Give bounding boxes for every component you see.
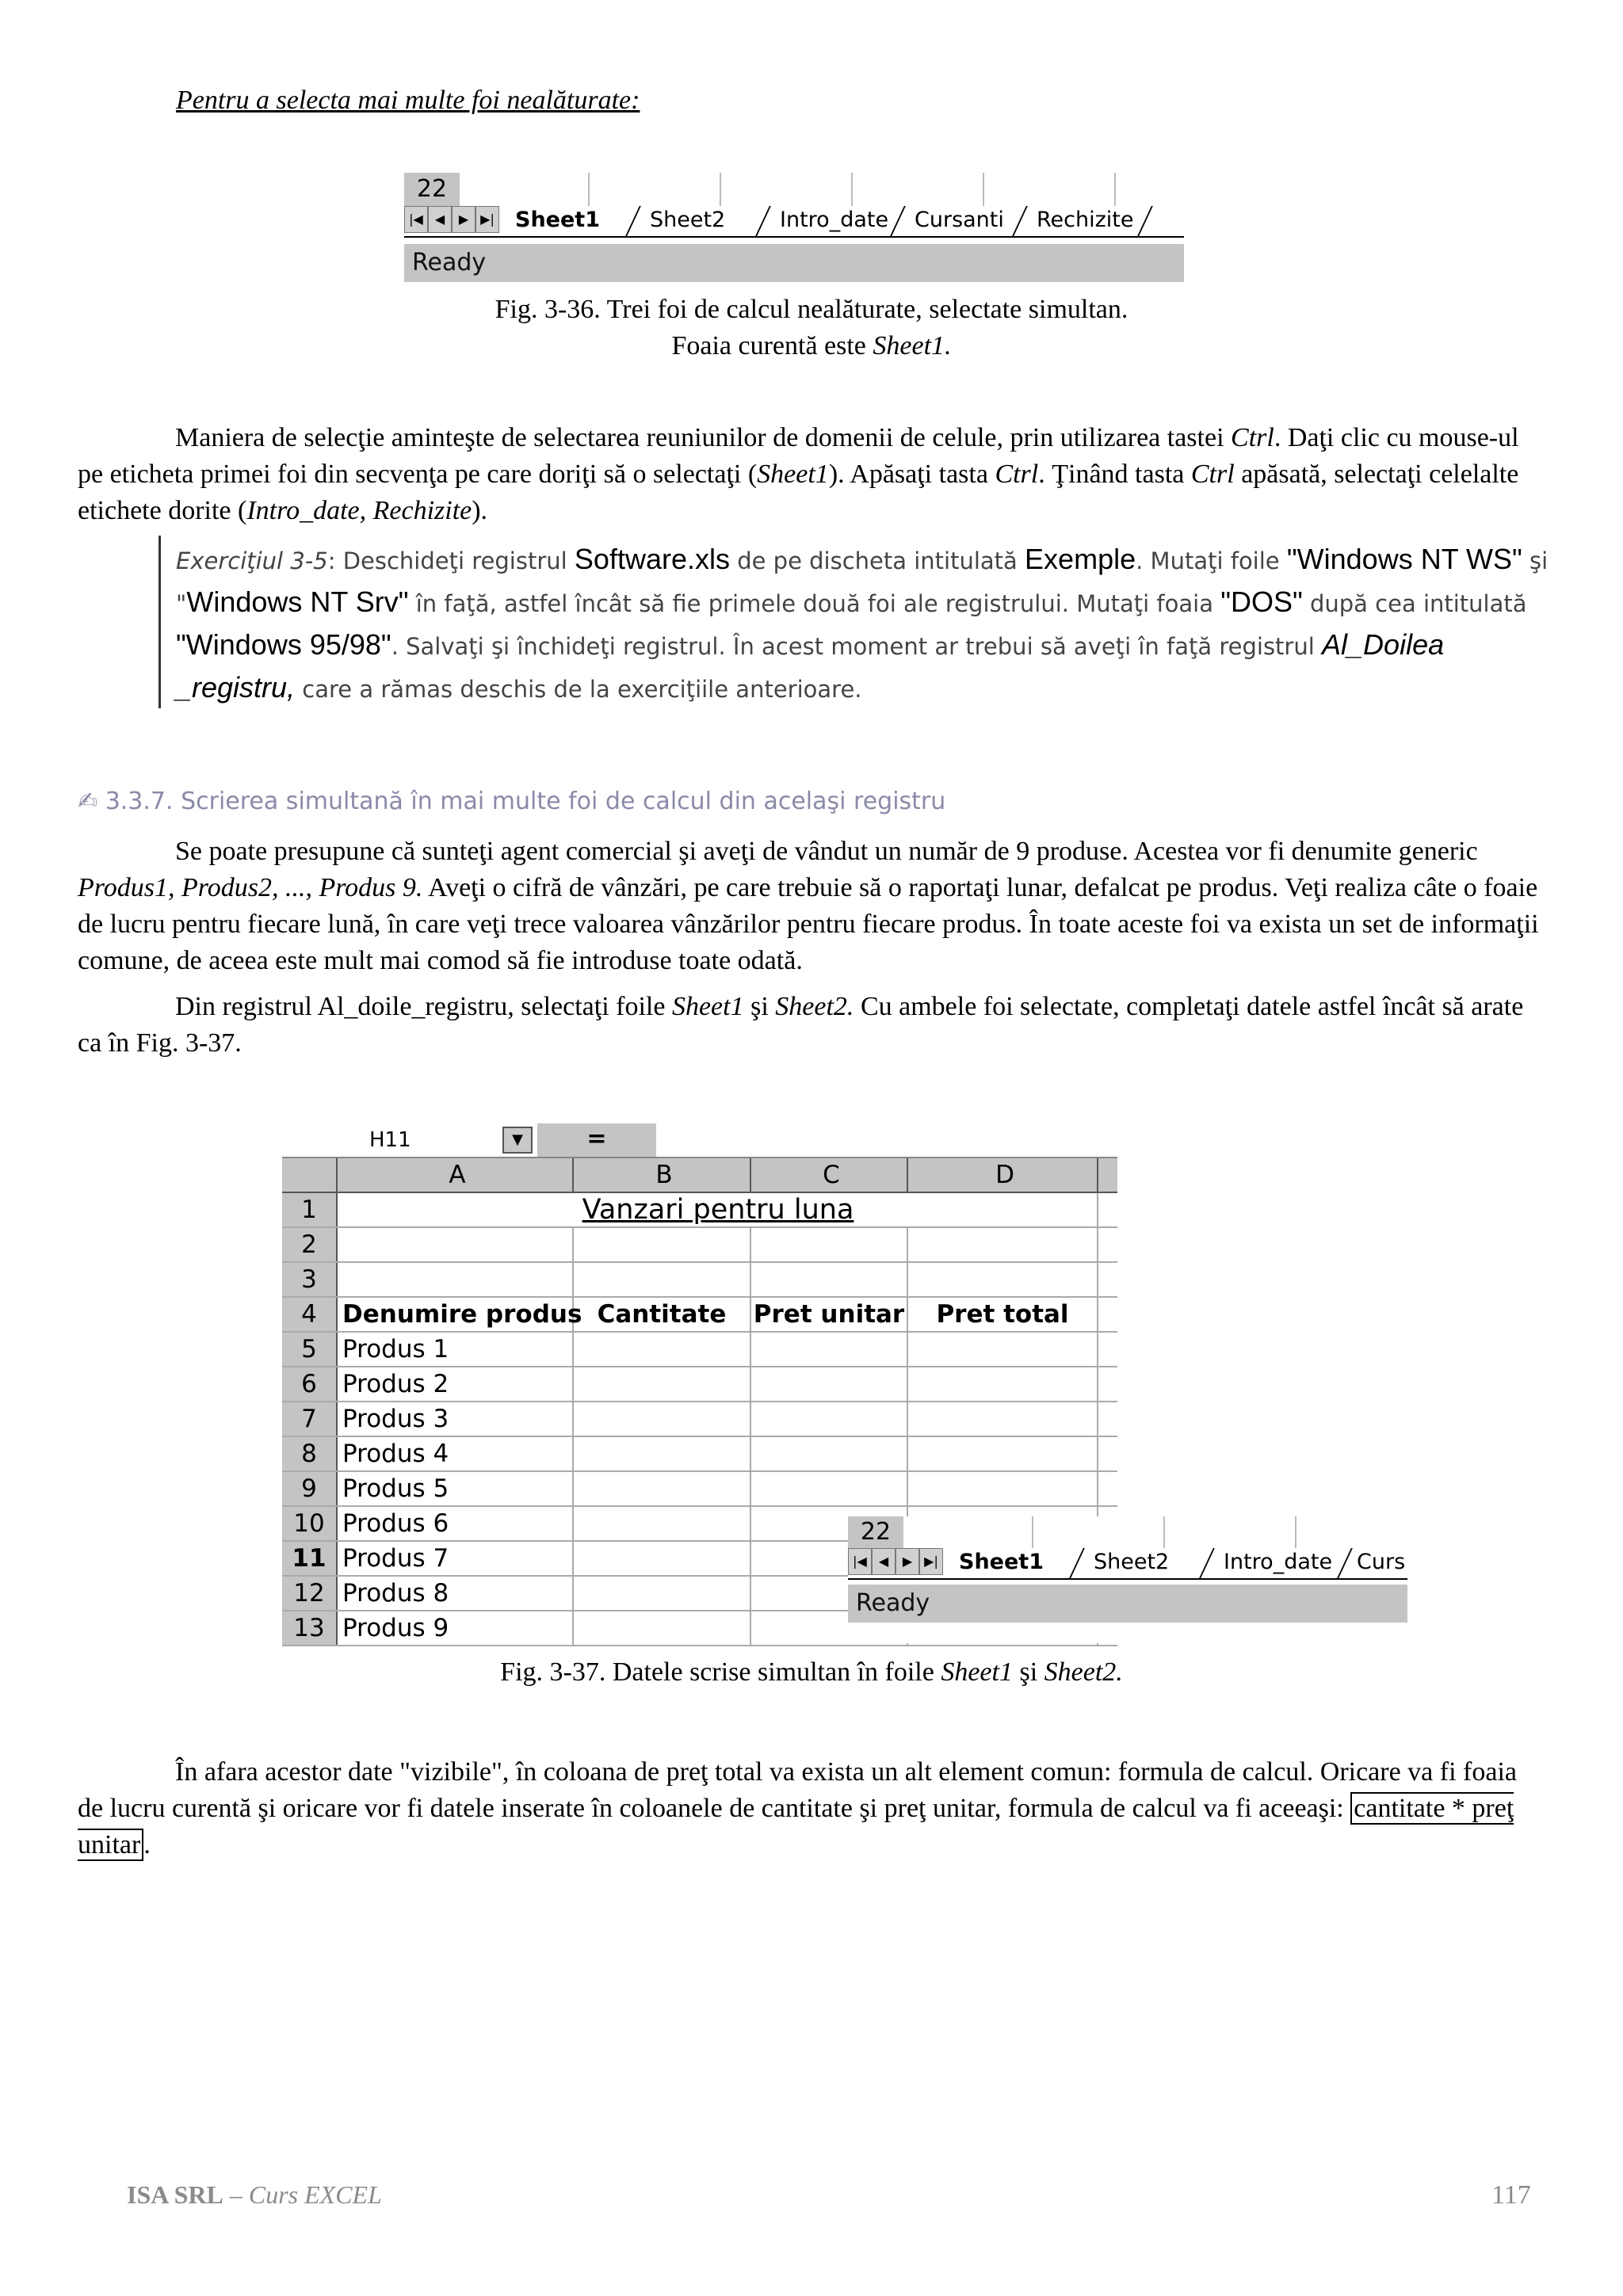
exercise-note: Exerciţiul 3-5: Deschideţi registrul Software.xls de pe discheta intitulată Exemple. Mutaţi foile "Windows NT WS" şi "Windows NT Srv" în faţă, astfel încât să fie primele două foi ale registrului. Mutaţi foaia "DOS" după cea intitulată "Windows 95/98". Salvaţi şi închideţi registrul. În acest moment ar trebui să aveţi în faţă registrul Al_Doilea _registru, care a rămas deschis de la exerciţiile anterioare. — [176, 543, 1549, 704]
row-header[interactable]: 8 — [282, 1437, 338, 1470]
table-row — [282, 1367, 1117, 1402]
formula-box: cantitate * preţ unitar — [78, 1794, 1514, 1859]
row-header[interactable]: 13 — [282, 1611, 338, 1645]
section-heading: ✍ 3.3.7. Scrierea simultană în mai multe foi de calcul din acelaşi registru — [78, 788, 946, 815]
status-bar: Ready — [848, 1585, 1407, 1623]
figure-3-36 — [404, 173, 1184, 282]
sheet-tab-bar — [404, 206, 1184, 238]
table-row — [282, 1193, 1117, 1228]
row-header-active[interactable]: 11 — [282, 1542, 338, 1575]
name-box[interactable]: H11 — [369, 1128, 411, 1152]
prev-sheet-button[interactable]: ◀ — [872, 1548, 896, 1575]
row-header[interactable]: 7 — [282, 1402, 338, 1436]
product-cell[interactable]: Produs 3 — [338, 1402, 574, 1436]
name-box: 22 — [848, 1516, 903, 1548]
row-header[interactable]: 5 — [282, 1333, 338, 1366]
column-header-row — [282, 1158, 1117, 1193]
page-number: 117 — [1491, 2180, 1531, 2210]
table-row — [282, 1402, 1117, 1437]
next-sheet-button[interactable]: ▶ — [896, 1548, 919, 1575]
equals-button[interactable]: = — [537, 1123, 656, 1157]
column-header-d[interactable]: D — [908, 1158, 1098, 1192]
row-header[interactable]: 2 — [282, 1228, 338, 1261]
row-header[interactable]: 3 — [282, 1263, 338, 1296]
product-cell[interactable]: Produs 8 — [338, 1577, 574, 1610]
column-header-b[interactable]: B — [574, 1158, 751, 1192]
last-sheet-button[interactable]: ▶| — [475, 206, 499, 233]
sheet-tab-sheet1[interactable]: Sheet1 — [515, 208, 600, 232]
table-row — [282, 1333, 1117, 1367]
overlay-sheet-tabs — [848, 1516, 1407, 1643]
sheet-tab-cursanti[interactable]: Cursanti — [915, 208, 1004, 232]
pencil-icon: ✍ — [78, 788, 98, 815]
product-cell[interactable]: Produs 9 — [338, 1611, 574, 1645]
row-header[interactable]: 10 — [282, 1507, 338, 1540]
product-cell[interactable]: Produs 4 — [338, 1437, 574, 1470]
name-box: 22 — [404, 173, 460, 206]
paragraph-formula: În afara acestor date "vizibile", în coloana de preţ total va exista un alt element comun: formula de calcul. Oricare va fi foaia de lucru curentă şi oricare vor fi datele inserate în coloanele de cantitate şi preţ unitar, formula de calcul va fi aceeaşi: cantitate * preţ unitar . — [78, 1757, 1517, 1859]
sheet-title-cell[interactable]: Vanzari pentru luna — [582, 1194, 854, 1226]
column-header-c[interactable]: C — [751, 1158, 908, 1192]
first-sheet-button[interactable]: |◀ — [404, 206, 428, 233]
prev-sheet-button[interactable]: ◀ — [428, 206, 452, 233]
paragraph-selection-manner: Maniera de selecţie aminteşte de selectarea reuniunilor de domenii de celule, prin utilizarea tastei Ctrl. Daţi clic cu mouse-ul pe eticheta primei foi din secvenţa pe care doriţi să o selectaţi (Sheet1). Apăsaţi tasta Ctrl. Ţinând tasta Ctrl apăsată, selectaţi celelalte etichete dorite (Intro_date, Rechizite). — [78, 423, 1519, 525]
sheet-tab-sheet1[interactable]: Sheet1 — [959, 1550, 1044, 1574]
row-header[interactable]: 12 — [282, 1577, 338, 1610]
sheet-tab-sheet2[interactable]: Sheet2 — [650, 208, 726, 232]
paragraph-agent: Se poate presupune că sunteţi agent comercial şi aveţi de vândut un număr de 9 produse. Acestea vor fi denumite generic Produs1, Produs2, ..., Produs 9. Aveţi o cifră de vânzări, pe care trebuie să o raportaţi lunar, defalcat pe produs. Veţi realiza câte o foaie de lucru pentru fiecare lună, în care veţi trece valoarea vânzărilor pentru fiecare produs. În toate aceste foi va exista un set de informaţii comune, de aceea este mult mai comod să fie introduse toate odată. — [78, 837, 1539, 975]
sheet-tab-rechizite[interactable]: Rechizite — [1037, 208, 1134, 232]
row-header[interactable]: 6 — [282, 1367, 338, 1401]
sheet-tab-bar — [848, 1548, 1407, 1580]
table-row — [282, 1228, 1117, 1263]
first-sheet-button[interactable]: |◀ — [848, 1548, 872, 1575]
sheet-tab-intro-date[interactable]: Intro_date — [1224, 1550, 1333, 1574]
table-header-row — [282, 1298, 1117, 1333]
header-pret-unitar[interactable]: Pret unitar — [751, 1298, 908, 1331]
note-left-border — [158, 536, 161, 708]
next-sheet-button[interactable]: ▶ — [452, 206, 475, 233]
row-header[interactable]: 1 — [282, 1193, 338, 1226]
status-bar: Ready — [404, 244, 1184, 282]
row-header[interactable]: 4 — [282, 1298, 338, 1331]
dropdown-arrow-icon[interactable]: ▼ — [502, 1127, 533, 1154]
product-cell[interactable]: Produs 1 — [338, 1333, 574, 1366]
table-row — [282, 1263, 1117, 1298]
sheet-tab-curs[interactable]: Curs — [1357, 1550, 1406, 1574]
header-cantitate[interactable]: Cantitate — [574, 1298, 751, 1331]
figure-caption-line2: Foaia curentă este Sheet1. — [671, 331, 952, 360]
product-cell[interactable]: Produs 2 — [338, 1367, 574, 1401]
product-cell[interactable]: Produs 6 — [338, 1507, 574, 1540]
product-cell[interactable]: Produs 5 — [338, 1472, 574, 1505]
page-subheading: Pentru a selecta mai multe foi nealăturate: — [176, 86, 640, 115]
product-cell[interactable]: Produs 7 — [338, 1542, 574, 1575]
figure-3-37 — [282, 1123, 1407, 1656]
header-pret-total[interactable]: Pret total — [908, 1298, 1098, 1331]
footer-left: ISA SRL – Curs EXCEL — [127, 2180, 382, 2209]
figure-caption-line1: Fig. 3-36. Trei foi de calcul nealăturate, selectate simultan. — [495, 295, 1128, 324]
table-row — [282, 1472, 1117, 1507]
header-denumire-produs[interactable]: Denumire produs — [338, 1298, 574, 1331]
paragraph-select-sheets: Din registrul Al_doile_registru, selectaţi foile Sheet1 şi Sheet2. Cu ambele foi selectate, completaţi datele astfel încât să arate ca în Fig. 3-37. — [78, 992, 1524, 1058]
sheet-tab-intro-date[interactable]: Intro_date — [780, 208, 889, 232]
row-header[interactable]: 9 — [282, 1472, 338, 1505]
column-header-a[interactable]: A — [338, 1158, 574, 1192]
formula-bar — [282, 1123, 1117, 1158]
figure-caption: Fig. 3-37. Datele scrise simultan în foile Sheet1 şi Sheet2. — [500, 1657, 1123, 1687]
last-sheet-button[interactable]: ▶| — [919, 1548, 943, 1575]
table-row — [282, 1437, 1117, 1472]
sheet-tab-sheet2[interactable]: Sheet2 — [1094, 1550, 1170, 1574]
